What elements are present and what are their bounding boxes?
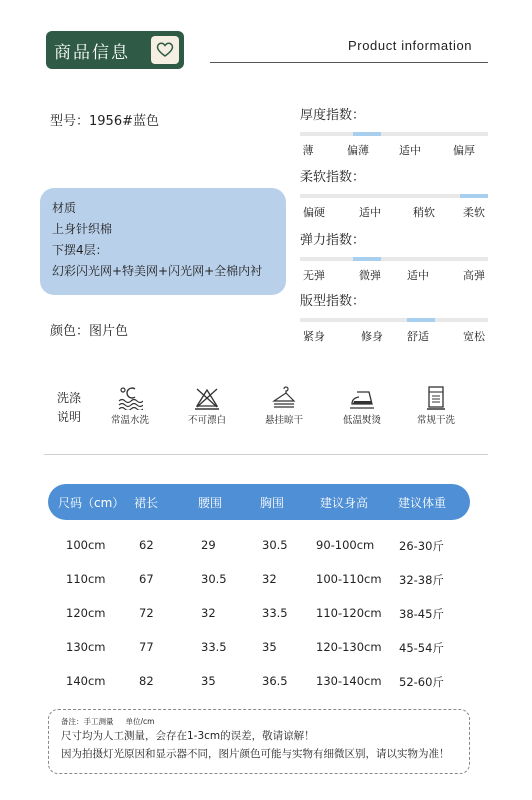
table-cell: 100cm [66, 538, 106, 552]
scale-option: 柔软 [463, 206, 485, 219]
fit-index [300, 290, 488, 343]
scale-option: 宽松 [463, 330, 485, 343]
scale-option: 适中 [407, 269, 429, 282]
column-header: 裙长 [134, 496, 159, 510]
table-cell: 130-140cm [316, 674, 382, 688]
note-line: 尺寸均为人工测量，会存在1-3cm的误差，敬请谅解！ [61, 730, 315, 742]
note-small-text: 备注：手工测量 [61, 717, 114, 726]
scale-highlight [407, 318, 435, 322]
elasticity-index [300, 229, 488, 282]
table-cell: 110-120cm [316, 606, 382, 620]
table-cell: 130cm [66, 640, 106, 654]
table-cell: 35 [262, 640, 277, 654]
table-cell: 33.5 [262, 606, 288, 620]
scale-option: 偏薄 [347, 144, 369, 157]
color-label: 颜色：图片色 [50, 324, 129, 339]
table-row [0, 572, 532, 592]
low-iron-icon [349, 386, 375, 410]
index-label: 厚度指数： [300, 108, 366, 123]
table-row [0, 640, 532, 660]
table-cell: 72 [139, 606, 154, 620]
table-cell: 62 [139, 538, 154, 552]
table-cell: 32 [201, 606, 216, 620]
wash-label: 常温水洗 [110, 415, 149, 426]
scale-option: 适中 [399, 144, 421, 157]
column-header: 胸围 [260, 496, 285, 510]
index-label: 弹力指数： [300, 233, 366, 248]
material-title: 材质 [52, 201, 77, 215]
material-line: 上身针织棉 [52, 222, 113, 236]
column-header: 腰围 [198, 496, 223, 510]
table-row [0, 538, 532, 558]
note-small-text: 单位/cm [125, 717, 155, 726]
table-row [0, 606, 532, 626]
size-table-header [48, 484, 470, 520]
index-label: 柔软指数： [300, 170, 366, 185]
page-title: 商品信息 [54, 42, 130, 63]
scale-option: 高弹 [463, 269, 485, 282]
scale-option: 舒适 [407, 330, 429, 343]
table-cell: 110cm [66, 572, 106, 586]
scale-bar [300, 318, 488, 322]
scale-bar [300, 194, 488, 198]
table-cell: 90-100cm [316, 538, 375, 552]
table-cell: 82 [139, 674, 154, 688]
model-label: 型号：1956#蓝色 [50, 114, 159, 129]
wash-item [404, 386, 468, 426]
note-box [48, 709, 470, 774]
scale-highlight [353, 132, 381, 136]
scale-highlight [353, 257, 381, 261]
scale-option: 稍软 [413, 206, 435, 219]
table-cell: 67 [139, 572, 154, 586]
note-line: 因为拍摄灯光原因和显示器不同，图片颜色可能与实物有细微区别，请以实物为准！ [61, 748, 450, 760]
note-meta [61, 716, 457, 727]
wash-label: 悬挂晾干 [264, 415, 303, 426]
wash-item [252, 386, 316, 426]
wash-item [175, 386, 239, 426]
table-row [0, 674, 532, 694]
table-cell: 52-60斤 [399, 675, 444, 689]
table-cell: 32-38斤 [399, 573, 444, 587]
wash-title-line: 洗涤 [57, 391, 82, 405]
material-line: 幻彩闪光网+特美网+闪光网+全棉内衬 [52, 264, 263, 278]
column-header: 建议身高 [320, 496, 369, 510]
table-cell: 35 [201, 674, 216, 688]
table-cell: 36.5 [262, 674, 288, 688]
wash-title [57, 389, 81, 427]
table-cell: 32 [262, 572, 277, 586]
scale-option: 偏厚 [453, 144, 475, 157]
heart-icon [151, 36, 179, 64]
index-label: 版型指数： [300, 294, 366, 309]
scale-option: 适中 [359, 206, 381, 219]
header-divider [210, 62, 488, 63]
wash-item [330, 386, 394, 426]
no-bleach-icon [194, 386, 220, 410]
scale-option: 紧身 [303, 330, 325, 343]
wash-item [98, 386, 162, 426]
table-cell: 120cm [66, 606, 106, 620]
scale-bar [300, 257, 488, 261]
column-header: 建议体重 [398, 496, 447, 510]
hang-dry-icon [271, 386, 297, 410]
table-cell: 45-54斤 [399, 641, 444, 655]
table-cell: 30.5 [262, 538, 288, 552]
material-line: 下摆4层： [52, 243, 108, 257]
scale-option: 偏硬 [303, 206, 325, 219]
material-box [40, 188, 286, 295]
table-cell: 77 [139, 640, 154, 654]
english-title: Product information [348, 38, 473, 53]
section-divider [44, 454, 488, 455]
column-header: 尺码（cm） [58, 496, 125, 510]
scale-option: 无弹 [303, 269, 325, 282]
scale-option: 微弹 [359, 269, 381, 282]
table-cell: 26-30斤 [399, 539, 444, 553]
wash-label: 不可漂白 [187, 415, 226, 426]
dry-clean-icon [423, 386, 449, 410]
title-badge [46, 31, 184, 69]
wash-title-line: 说明 [57, 410, 82, 424]
table-cell: 140cm [66, 674, 106, 688]
thickness-index [300, 104, 488, 157]
scale-highlight [460, 194, 488, 198]
table-cell: 100-110cm [316, 572, 382, 586]
table-cell: 33.5 [201, 640, 227, 654]
table-cell: 38-45斤 [399, 607, 444, 621]
scale-option: 薄 [302, 144, 314, 157]
wash-label: 常规干洗 [416, 415, 455, 426]
scale-option: 修身 [361, 330, 383, 343]
wash-label: 低温熨烫 [342, 415, 381, 426]
table-cell: 120-130cm [316, 640, 382, 654]
water-wash-icon [117, 386, 143, 410]
table-cell: 30.5 [201, 572, 227, 586]
softness-index [300, 166, 488, 219]
table-cell: 29 [201, 538, 216, 552]
scale-bar [300, 132, 488, 136]
